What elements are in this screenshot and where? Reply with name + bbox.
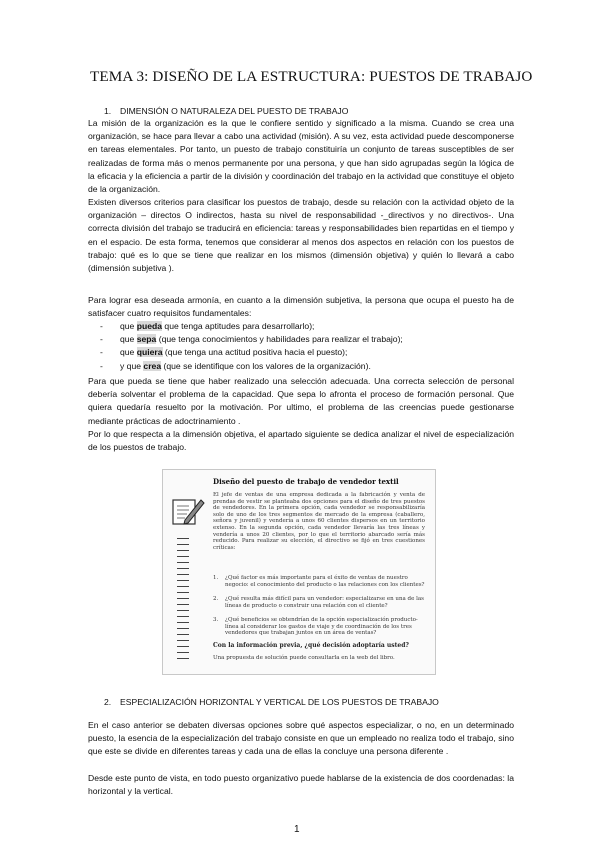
paragraph-text: Existen diversos criterios para clasificar los puestos de trabajo, desde su relación con la actividad objeto de la organización – directos O indirectos, hasta su nivel de responsabilidad -_directivos y no directivos-. Una correcta división del trabajo se traducirá en eficiencia: tareas y responsabilidades bien repartidas en el tiempo y en el espacio. De esta forma, tenemos que considerar al menos dos aspectos en relación con los puestos de trabajo: qué es lo que se tiene que realizar en los mismos (dimensión objetiva) y quién lo llevará a cabo (dimensión subjetiva ). xyxy=(88,197,514,274)
paragraph-text: Para lograr esa deseada armonía, en cuanto a la dimensión subjetiva, la persona que ocupa el puesto ha de satisfacer cuatro requisitos fundamentales: xyxy=(88,295,514,319)
section-2-paragraph-2 xyxy=(88,772,514,798)
section-1-paragraph-4 xyxy=(88,375,514,428)
section-1-number: 1. xyxy=(104,106,112,116)
list-item: - que pueda que tenga aptitudes para desarrollarlo); xyxy=(100,320,510,333)
figure-closing-question: Con la información previa, ¿qué decisión adoptaría usted? xyxy=(213,642,409,649)
pencil-note-icon xyxy=(171,496,205,526)
list-item: - y que crea (que se identifique con los valores de la organización). xyxy=(100,360,510,373)
page-number: 1 xyxy=(294,824,300,835)
page-title: TEMA 3: DISEÑO DE LA ESTRUCTURA: PUESTOS DE TRABAJO xyxy=(90,68,533,85)
figure-question: 2. ¿Qué resulta más difícil para un vendedor: especializarse en una de las líneas de producto o construir una relación con el cliente? xyxy=(213,596,424,609)
requirements-list xyxy=(100,320,510,373)
keyword-highlight: crea xyxy=(143,360,162,371)
section-2-paragraph-1 xyxy=(88,719,514,759)
case-study-figure xyxy=(162,469,436,675)
section-1-paragraph-5 xyxy=(88,428,514,454)
section-1-paragraph-1 xyxy=(88,117,514,196)
paragraph-text: La misión de la organización es la que le confiere sentido y significado a la misma. Cuando se crea una organización, se hace para llevar a cabo una actividad (misión). A su vez, esta actividad puede descomponerse en tareas elementales. Por tanto, un puesto de trabajo constituiría un conjunto de tareas susceptibles de ser realizadas de forma más o menos permanente por una persona, y que han sido agrupadas según la lógica de la eficacia y la eficiencia a partir de la división y coordinación del trabajo en la actividad que constituye el objeto de la organización. xyxy=(88,118,514,195)
paragraph-text: En el caso anterior se debaten diversas opciones sobre qué aspectos especializar, o no, en un determinado puesto, la esencia de la especialización del trabajo consiste en que un empleado no realiza todo el trabajo, sino que este se divide en diferentes tareas y cada una de ellas la concluye una persona diferente . xyxy=(88,720,514,757)
section-2-heading-text: ESPECIALIZACIÓN HORIZONTAL Y VERTICAL DE LOS PUESTOS DE TRABAJO xyxy=(120,697,439,707)
list-item: - que sepa (que tenga conocimientos y habilidades para realizar el trabajo); xyxy=(100,333,510,346)
keyword-highlight: sepa xyxy=(136,334,157,345)
figure-footer: Una propuesta de solución puede consultarla en la web del libro. xyxy=(213,655,395,661)
section-1-paragraph-2 xyxy=(88,196,514,275)
section-2-number: 2. xyxy=(104,697,112,707)
list-item: - que quiera (que tenga una actitud positiva hacia el puesto); xyxy=(100,346,510,359)
section-2-heading xyxy=(104,697,439,707)
paragraph-text: Desde este punto de vista, en todo puesto organizativo puede hablarse de la existencia de dos coordenadas: la horizontal y la vertical. xyxy=(88,773,514,797)
figure-question: 1. ¿Qué factor es más importante para el éxito de ventas de nuestro negocio: el conocimiento del producto o las relaciones con los clientes? xyxy=(213,575,425,588)
figure-body xyxy=(213,492,425,553)
section-1-paragraph-3 xyxy=(88,294,514,320)
section-1-heading xyxy=(104,106,348,116)
keyword-highlight: quiera xyxy=(136,347,163,358)
figure-question: 3. ¿Qué beneficios se obtendrían de la opción especialización producto-línea al considerar los gastos de viaje y de coordinación de los tres vendedores que trabajan juntos en un área de ventas? xyxy=(213,617,418,637)
section-1-heading-text: DIMENSIÓN O NATURALEZA DEL PUESTO DE TRABAJO xyxy=(120,106,349,116)
keyword-highlight: pueda xyxy=(136,321,163,331)
figure-title: Diseño del puesto de trabajo de vendedor textil xyxy=(213,477,399,486)
figure-body-text: El jefe de ventas de una empresa dedicada a la fabricación y venta de prendas de vestir se planteaba dos opciones para el diseño de tres puestos de vendedores. En la primera opción, cada vendedor se responsabilizaría solo de uno de los tres segmentos de mercado de la empresa (caballero, señora y juvenil) y vendería a unos 60 clientes dispersos en un territorio extenso. En la segunda opción, cada vendedor llevaría las tres líneas y vendería a unos 20 clientes, por lo que el territorio abarcado sería más reducido. Para realizar su elección, el directivo se fijó en tres cuestiones críticas: xyxy=(213,492,425,551)
paragraph-text: Por lo que respecta a la dimensión objetiva, el apartado siguiente se dedica analizar el nivel de especialización de los puestos de trabajo. xyxy=(88,429,514,453)
paragraph-text: Para que pueda se tiene que haber realizado una selección adecuada. Una correcta selección de personal debería solventar el problema de la capacidad. Que sepa lo afronta el proceso de formación personal. Que quiera quedaría resuelto por la motivación. Por ultimo, el problema de las creencias puede gestionarse mediante prácticas de adoctrinamiento . xyxy=(88,376,514,426)
